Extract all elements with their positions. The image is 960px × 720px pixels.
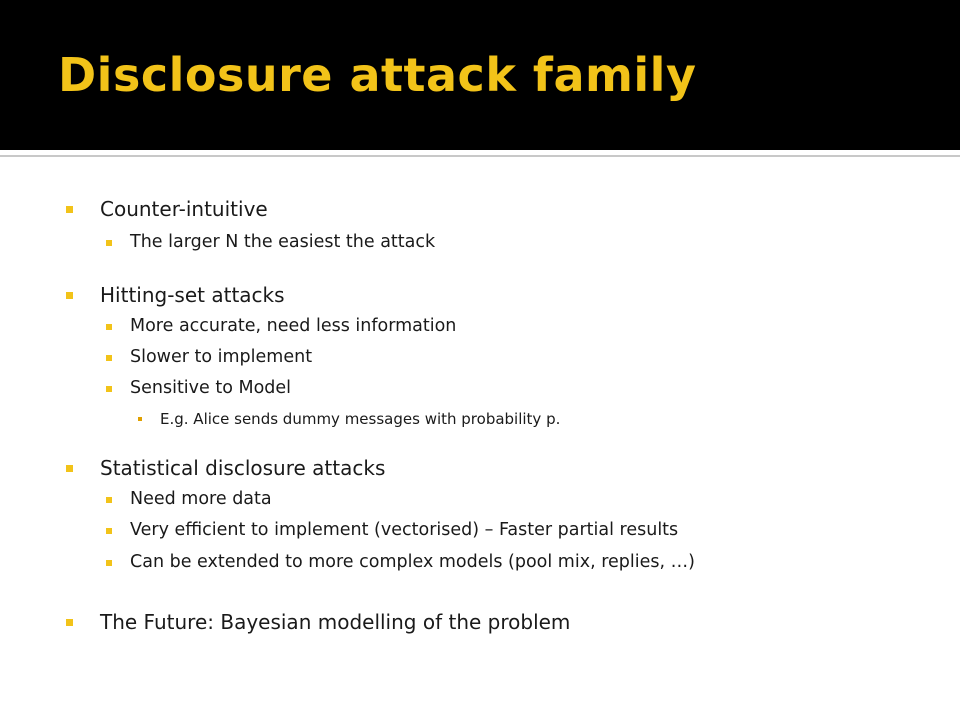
square-bullet-icon [106, 386, 112, 392]
square-bullet-icon [66, 619, 73, 626]
square-bullet-icon [66, 206, 73, 213]
bullet-text: Very efficient to implement (vectorised) – Faster partial results [130, 520, 679, 540]
bullet-text: Sensitive to Model [130, 378, 292, 398]
square-bullet-icon [106, 528, 112, 534]
square-bullet-icon [106, 560, 112, 566]
square-bullet-icon [138, 417, 142, 421]
title-bar [0, 0, 960, 150]
square-bullet-icon [106, 497, 112, 503]
square-bullet-icon [106, 240, 112, 246]
square-bullet-icon [106, 324, 112, 330]
bullet-text: Slower to implement [130, 347, 313, 367]
bullet-text: Counter-intuitive [100, 197, 268, 221]
slide-title: Disclosure attack family [58, 48, 697, 102]
bullet-text: Need more data [130, 489, 272, 509]
bullet-text: The Future: Bayesian modelling of the problem [100, 610, 571, 634]
bullet-text: Hitting-set attacks [100, 283, 285, 307]
bullet-text: The larger N the easiest the attack [130, 232, 436, 252]
bullet-text: E.g. Alice sends dummy messages with probability p. [160, 410, 561, 428]
square-bullet-icon [66, 465, 73, 472]
bullet-text: More accurate, need less information [130, 316, 457, 336]
square-bullet-icon [106, 355, 112, 361]
bullet-text: Can be extended to more complex models (pool mix, replies, …) [130, 552, 695, 572]
square-bullet-icon [66, 292, 73, 299]
bullet-text: Statistical disclosure attacks [100, 456, 386, 480]
